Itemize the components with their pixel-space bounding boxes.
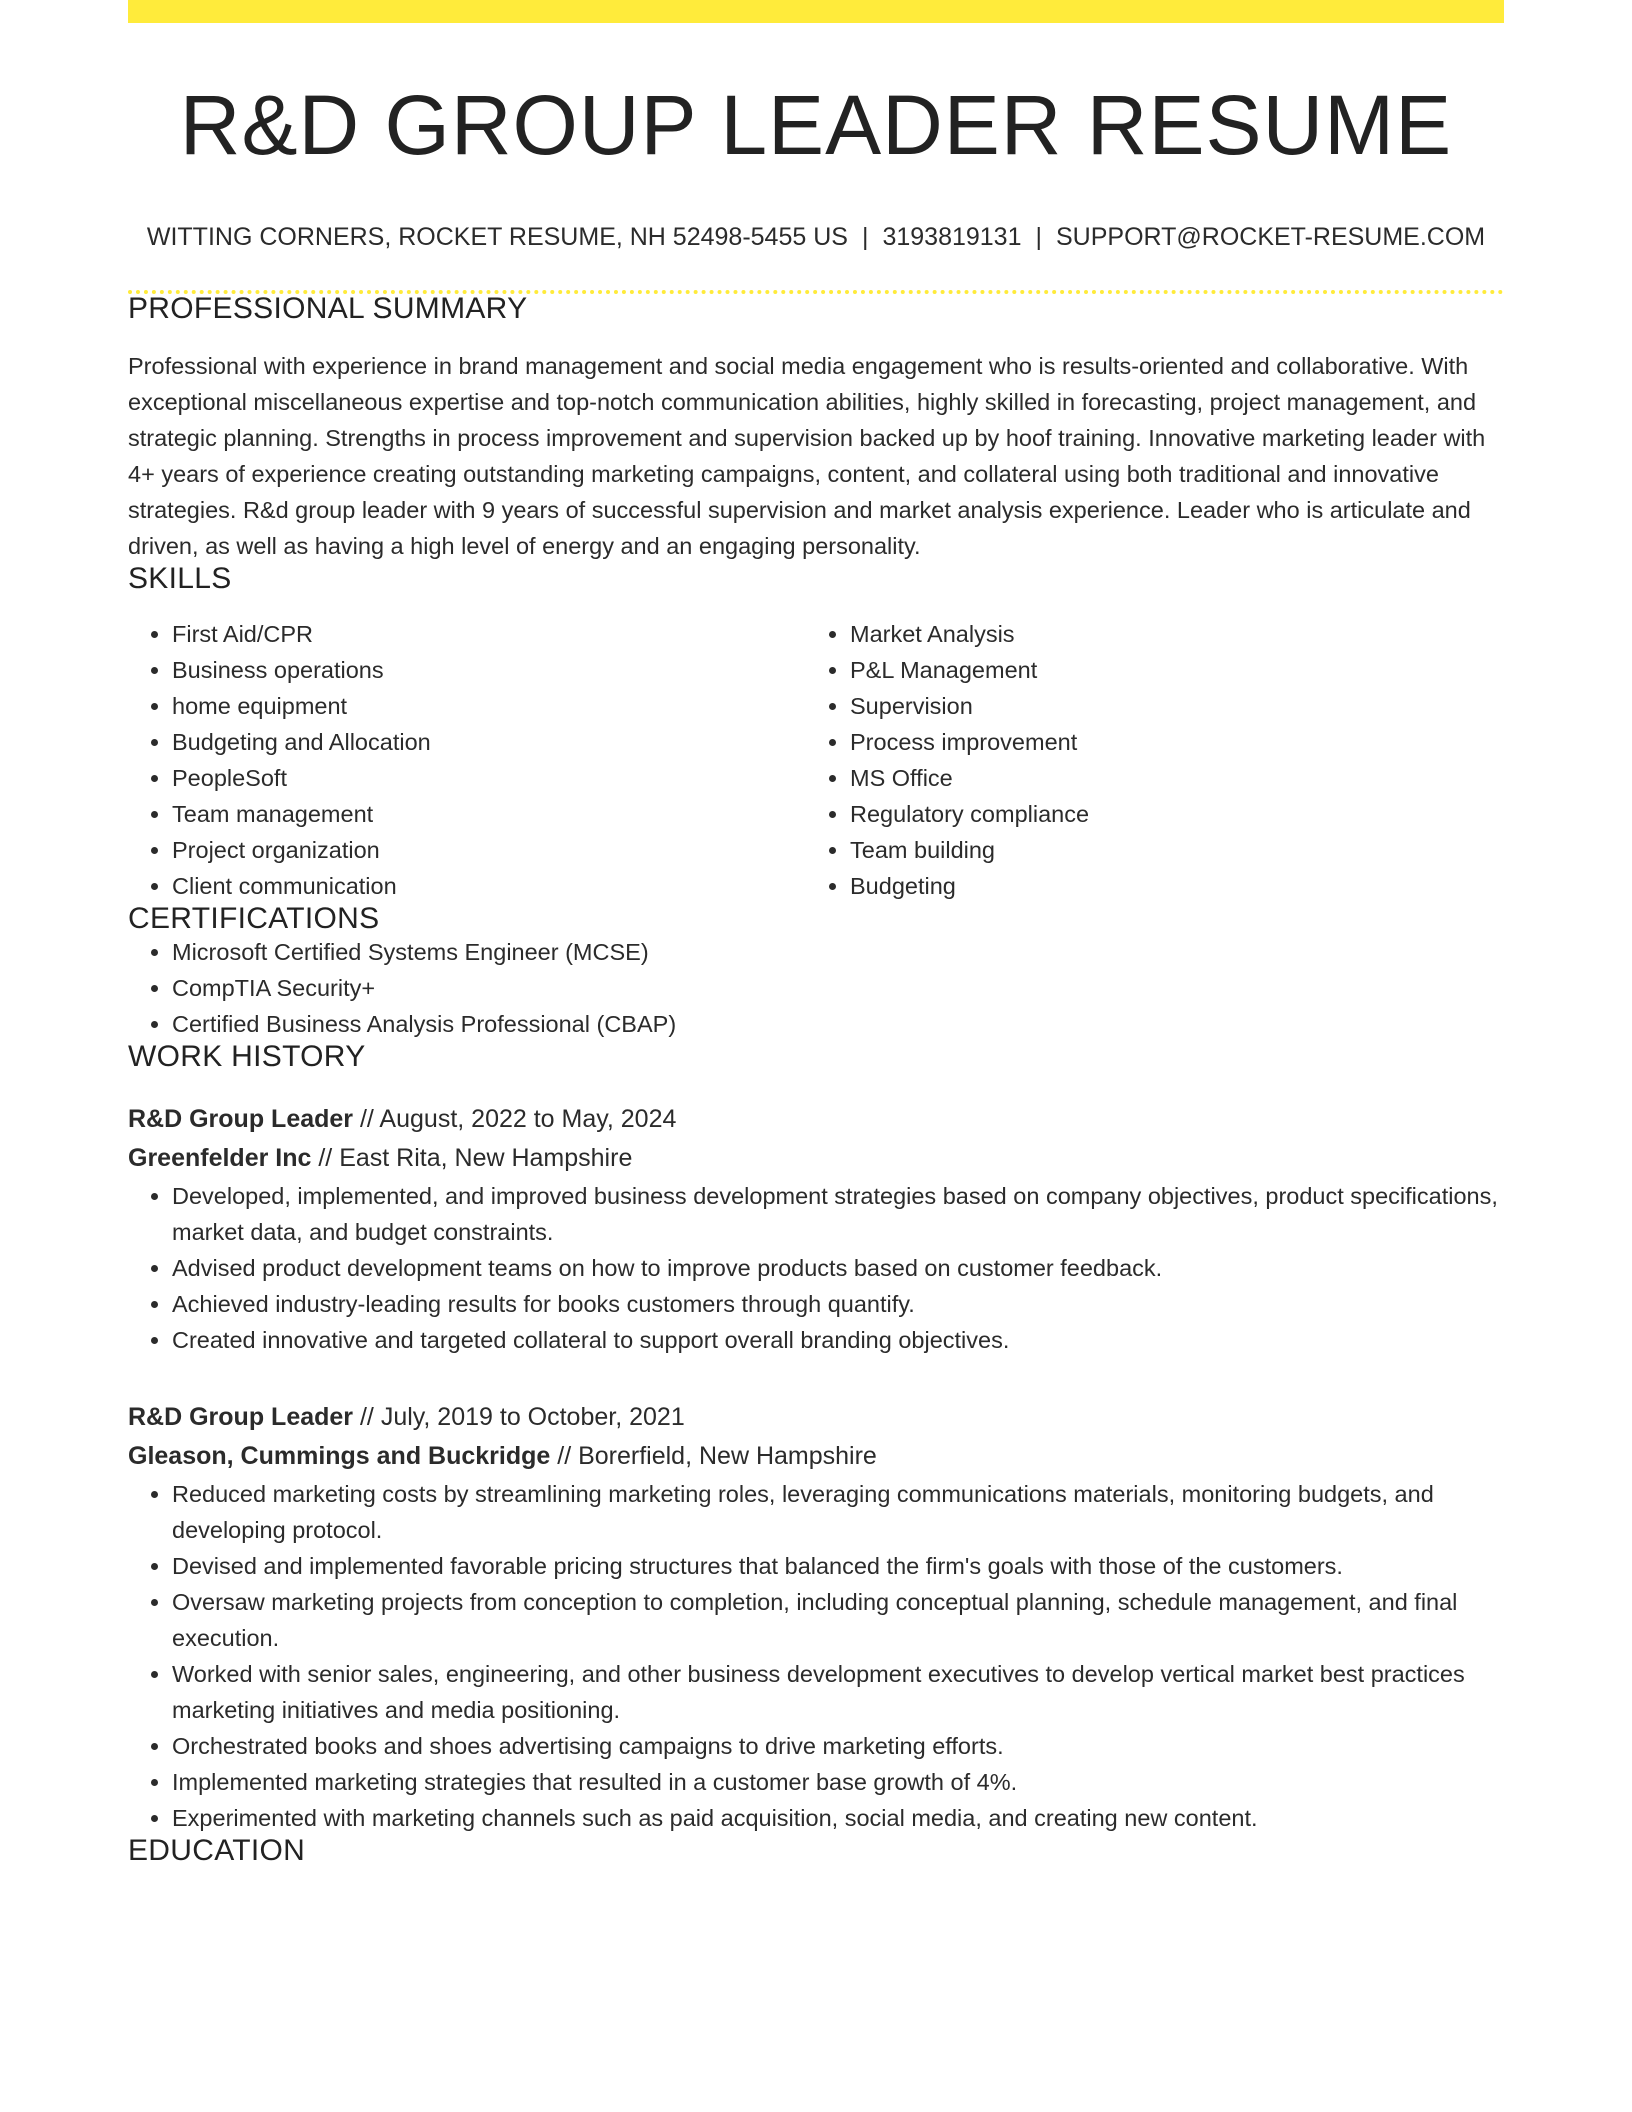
summary-text: Professional with experience in brand management and social media engagement who is results-oriented and collaborative. With exceptional miscellaneous expertise and top-notch communication abilities, highly skilled in forecasting, project management, and strategic planning. Strengths in process improvement and supervision backed up by hoof training. Innovative marketing leader with 4+ years of experience creating outstanding marketing campaigns, content, and collateral using both traditional and innovative strategies. R&d group leader with 9 years of successful supervision and market analysis experience. Leader who is articulate and driven, as well as having a high level of energy and an engaging personality. [128, 353, 1486, 559]
skills-list-left [128, 616, 806, 904]
top-accent-bar [128, 0, 1504, 23]
job-bullets [128, 1476, 1504, 1836]
job-company-line [128, 1139, 1504, 1178]
job-entry [128, 1100, 1504, 1358]
skill-item: • First Aid/CPR [172, 616, 806, 652]
job-bullet: • Worked with senior sales, engineering, and other business development executives to develop vertical market best practices marketing initiatives and media positioning. [172, 1656, 1504, 1728]
job-company: Greenfelder Inc [128, 1144, 312, 1172]
job-location: // East Rita, New Hampshire [311, 1144, 633, 1172]
contact-address: WITTING CORNERS, ROCKET RESUME, NH 52498-5455 US [146, 223, 848, 251]
skill-item: • home equipment [172, 688, 806, 724]
education-heading: EDUCATION [128, 1834, 306, 1867]
resume-title: R&D GROUP LEADER RESUME [179, 78, 1453, 172]
skills-columns [128, 616, 1504, 904]
certification-item: • CompTIA Security+ [172, 970, 1504, 1006]
skill-item: • Regulatory compliance [850, 796, 1484, 832]
job-entry [128, 1398, 1504, 1836]
skill-item: • Client communication [172, 868, 806, 904]
skills-heading: SKILLS [128, 562, 232, 595]
contact-line [128, 225, 1504, 250]
skill-item: • Budgeting and Allocation [172, 724, 806, 760]
skill-item: • PeopleSoft [172, 760, 806, 796]
job-location: // Borerfield, New Hampshire [550, 1442, 877, 1470]
skill-item: • Process improvement [850, 724, 1484, 760]
contact-separator: | [1035, 223, 1042, 251]
job-bullet: • Advised product development teams on how to improve products based on customer feedback. [172, 1250, 1504, 1286]
skills-column-right [806, 616, 1484, 904]
skills-list-right [806, 616, 1484, 904]
job-bullet: • Experimented with marketing channels such as paid acquisition, social media, and creating new content. [172, 1800, 1504, 1836]
job-dates: // August, 2022 to May, 2024 [353, 1105, 677, 1133]
job-bullet: • Devised and implemented favorable pricing structures that balanced the firm's goals with those of the customers. [172, 1548, 1504, 1584]
job-dates: // July, 2019 to October, 2021 [353, 1403, 685, 1431]
skill-item: • Project organization [172, 832, 806, 868]
certification-item: • Microsoft Certified Systems Engineer (MCSE) [172, 934, 1504, 970]
certifications-heading: CERTIFICATIONS [128, 902, 380, 935]
job-title-line [128, 1100, 1504, 1139]
certification-item: • Certified Business Analysis Professional (CBAP) [172, 1006, 1504, 1042]
job-role: R&D Group Leader [128, 1105, 354, 1133]
skills-column-left [128, 616, 806, 904]
skill-item: • Supervision [850, 688, 1484, 724]
certifications-list [128, 934, 1504, 1042]
job-bullet: • Achieved industry-leading results for books customers through quantify. [172, 1286, 1504, 1322]
job-bullet: • Developed, implemented, and improved business development strategies based on company objectives, product specifications, market data, and budget constraints. [172, 1178, 1504, 1250]
resume-page [128, 0, 1504, 1866]
skill-item: • Team management [172, 796, 806, 832]
skill-item: • Business operations [172, 652, 806, 688]
job-bullets [128, 1178, 1504, 1358]
job-bullet: • Oversaw marketing projects from conception to completion, including conceptual planning, schedule management, and final execution. [172, 1584, 1504, 1656]
job-title-line [128, 1398, 1504, 1437]
skill-item: • Team building [850, 832, 1484, 868]
skill-item: • Market Analysis [850, 616, 1484, 652]
job-bullet: • Reduced marketing costs by streamlining marketing roles, leveraging communications materials, monitoring budgets, and developing protocol. [172, 1476, 1504, 1548]
skill-item: • MS Office [850, 760, 1484, 796]
job-bullet: • Implemented marketing strategies that resulted in a customer base growth of 4%. [172, 1764, 1504, 1800]
summary-heading: PROFESSIONAL SUMMARY [128, 292, 528, 325]
job-bullet: • Orchestrated books and shoes advertising campaigns to drive marketing efforts. [172, 1728, 1504, 1764]
job-bullet: • Created innovative and targeted collateral to support overall branding objectives. [172, 1322, 1504, 1358]
job-role: R&D Group Leader [128, 1403, 354, 1431]
contact-email: SUPPORT@ROCKET-RESUME.COM [1056, 223, 1486, 251]
job-company-line [128, 1437, 1504, 1476]
skill-item: • Budgeting [850, 868, 1484, 904]
contact-phone: 3193819131 [882, 223, 1022, 251]
skill-item: • P&L Management [850, 652, 1484, 688]
contact-separator: | [861, 223, 869, 251]
job-company: Gleason, Cummings and Buckridge [128, 1442, 551, 1470]
work-history-heading: WORK HISTORY [128, 1040, 366, 1073]
